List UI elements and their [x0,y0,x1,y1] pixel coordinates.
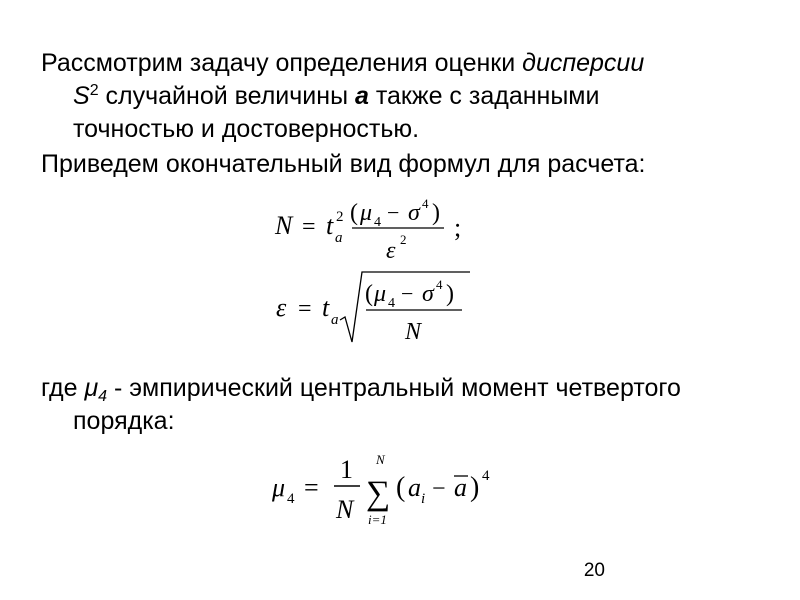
f3-sum-top: N [376,452,385,467]
f1-eq: = [302,214,316,240]
f1-mu: μ [360,200,373,226]
formula-central-moment [268,448,518,543]
f1-t-sub: a [335,230,343,246]
f3-open: ( [396,472,406,503]
f3-power: 4 [482,468,490,484]
definition-paragraph [41,372,681,438]
f1-sigma: σ [408,200,420,226]
f2-sigma-sup: 4 [436,277,443,292]
f2-num-open: ( [365,281,373,307]
f2-minus: − [401,281,414,306]
f1-sigma-sup: 4 [422,196,429,211]
f1-den: ε [386,238,396,264]
f3-eq: = [304,473,319,502]
intro-line-3: точностью и достоверностью. [73,115,420,143]
f3-minus: − [432,476,446,502]
f3-a: a [408,473,421,502]
f1-lhs: N [275,211,293,240]
formula-accuracy [270,268,500,359]
intro-line-2: $S^2$ случайной величины a также с заданными [73,82,600,110]
f3-frac-num: 1 [340,455,353,484]
formula-sample-size [270,188,500,277]
f2-eq: = [298,296,312,322]
f3-a-sub: i [421,491,426,507]
formula-central-moment-svg [268,448,518,538]
definition-line-2: порядка: [73,407,175,435]
f1-t: t [326,211,334,240]
f1-minus: − [387,200,400,225]
formula-sample-size-svg [270,188,500,272]
f3-frac-den: N [336,495,354,524]
page-number: 20 [583,560,605,581]
mu4-inline: $\mu_4$ [84,374,108,405]
f1-end: ; [454,213,462,242]
f2-t: t [322,293,330,322]
f2-lhs: ε [276,293,287,322]
f3-mu: μ [272,473,286,502]
f3-abar: a [454,473,467,502]
f3-sum: ∑ [366,475,391,512]
f2-mu-sub: 4 [388,296,395,311]
f2-sigma: σ [422,281,434,307]
f2-num-close: ) [446,281,454,307]
f3-close: ) [470,472,480,503]
term-dispersion: дисперсии [522,49,645,77]
f3-sum-bottom: i=1 [368,512,387,527]
definition-line-1: где $\mu_4$ - эмпирический центральный момент четвертого [41,374,681,405]
f1-num-close: ) [432,200,440,226]
f2-t-sub: a [331,312,339,328]
intro-line-1: Рассмотрим задачу определения оценки дисперсии [41,49,645,77]
f1-t-sup: 2 [336,209,344,225]
f2-mu: μ [374,281,387,307]
f3-mu-sub: 4 [287,491,295,507]
f1-num-open: ( [350,200,358,226]
formulas-heading: Приведем окончательный вид формул для расчета: [41,150,646,178]
intro-paragraph [41,47,644,146]
formula-accuracy-svg [270,268,500,354]
f1-mu-sub: 4 [374,215,381,230]
f1-den-sup: 2 [400,232,407,247]
f2-den: N [405,319,422,345]
variable-a: a [354,82,369,110]
